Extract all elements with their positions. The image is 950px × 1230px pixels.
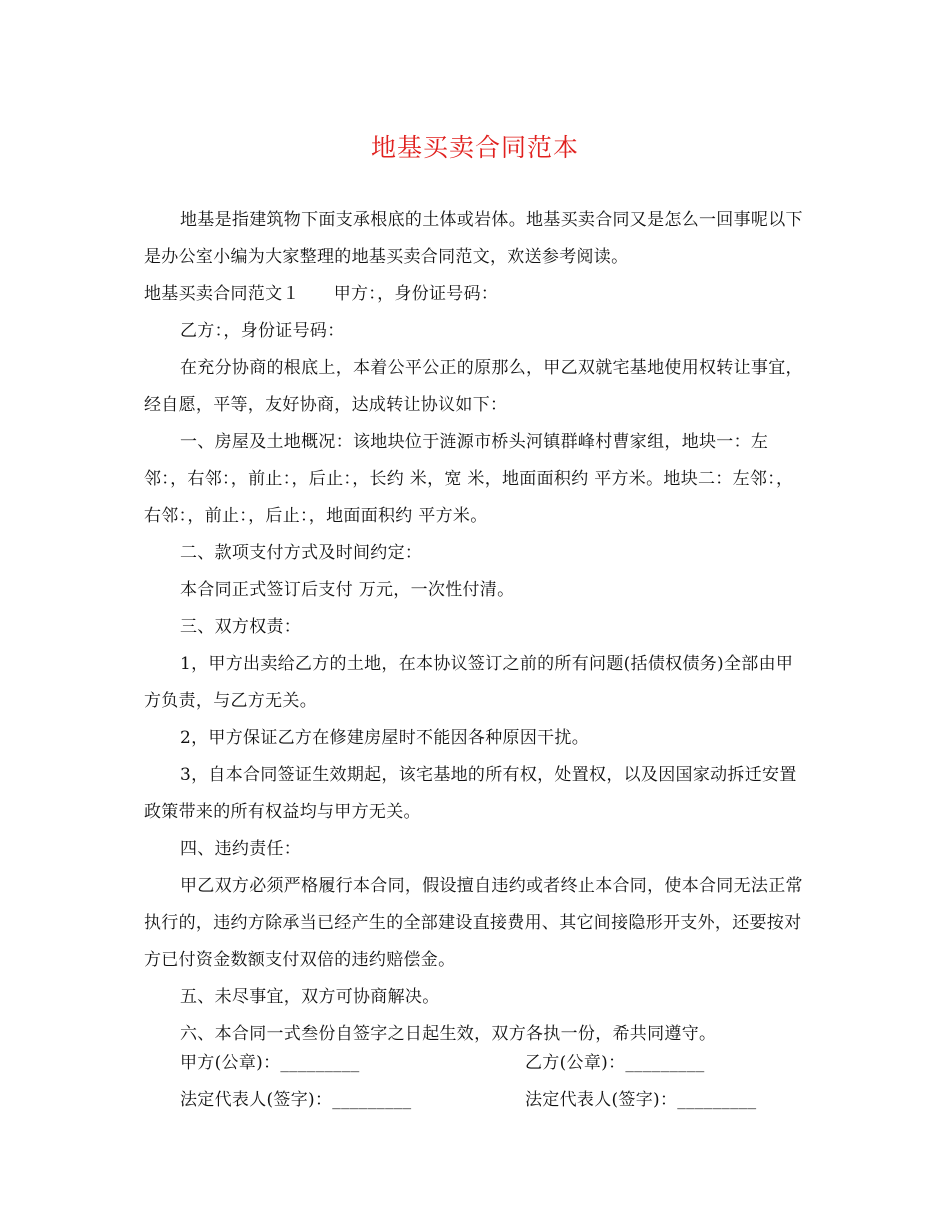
intro-paragraph: 地基是指建筑物下面支承根底的土体或岩体。地基买卖合同又是怎么一回事呢以下是办公室小编为大家整理的地基买卖合同范文，欢送参考阅读。	[144, 210, 803, 267]
clause-1-paragraph: 一、房屋及土地概况：该地块位于涟源市桥头河镇群峰村曹家组，地块一：左邻：，右邻：，前止：，后止：，长约 米，宽 米，地面面积约 平方米。地块二：左邻：，右邻：，前止：，后止：，地面面积约 平方米。	[144, 432, 794, 526]
clause-3-item-2: 2，甲方保证乙方在修建房屋时不能因各种原因干扰。	[180, 728, 590, 748]
party-b-representative: 法定代表人(签字)：_________	[525, 1090, 757, 1110]
party-b-line: 乙方：，身份证号码：	[180, 321, 345, 341]
document-body	[144, 202, 804, 1053]
document-title: 地基买卖合同范本	[370, 133, 579, 162]
clause-2-paragraph: 本合同正式签订后支付 万元，一次性付清。	[180, 580, 515, 600]
clause-2-heading: 二、款项支付方式及时间约定：	[180, 543, 423, 563]
party-a-seal: 甲方(公章)：_________	[180, 1053, 360, 1073]
party-a-representative: 法定代表人(签字)：_________	[180, 1090, 412, 1110]
clause-3-item-1: 1，甲方出卖给乙方的土地，在本协议签订之前的所有问题(括债权债务)全部由甲方负责，与乙方无关。	[144, 654, 794, 711]
preamble-paragraph: 在充分协商的根底上，本着公平公正的原那么，甲乙双就宅基地使用权转让事宜，经自愿，平等，友好协商，达成转让协议如下：	[144, 358, 803, 415]
party-a-line: 甲方：，身份证号码：	[333, 284, 499, 304]
clause-4-paragraph: 甲乙双方必须严格履行本合同，假设擅自违约或者终止本合同，使本合同无法正常执行的，违约方除承当已经产生的全部建设直接费用、其它间接隐形开支外，还要按对方已付资金数额支付双倍的违约赔偿金。	[144, 876, 803, 970]
clause-3-heading: 三、双方权责：	[180, 617, 302, 637]
clause-5-paragraph: 五、未尽事宜，双方可协商解决。	[180, 987, 440, 1007]
seal-row	[180, 1045, 820, 1082]
party-b-seal: 乙方(公章)：_________	[525, 1053, 705, 1073]
clause-6-paragraph: 六、本合同一式叁份自签字之日起生效，双方各执一份，希共同遵守。	[180, 1024, 717, 1044]
contract-heading-line	[144, 276, 804, 313]
representative-row	[180, 1082, 820, 1119]
contract-subtitle: 地基买卖合同范文１	[144, 284, 300, 304]
clause-4-heading: 四、违约责任：	[180, 839, 302, 859]
clause-3-item-3: 3，自本合同签证生效期起，该宅基地的所有权，处置权，以及因国家动拆迁安置政策带来的所有权益均与甲方无关。	[144, 765, 797, 822]
